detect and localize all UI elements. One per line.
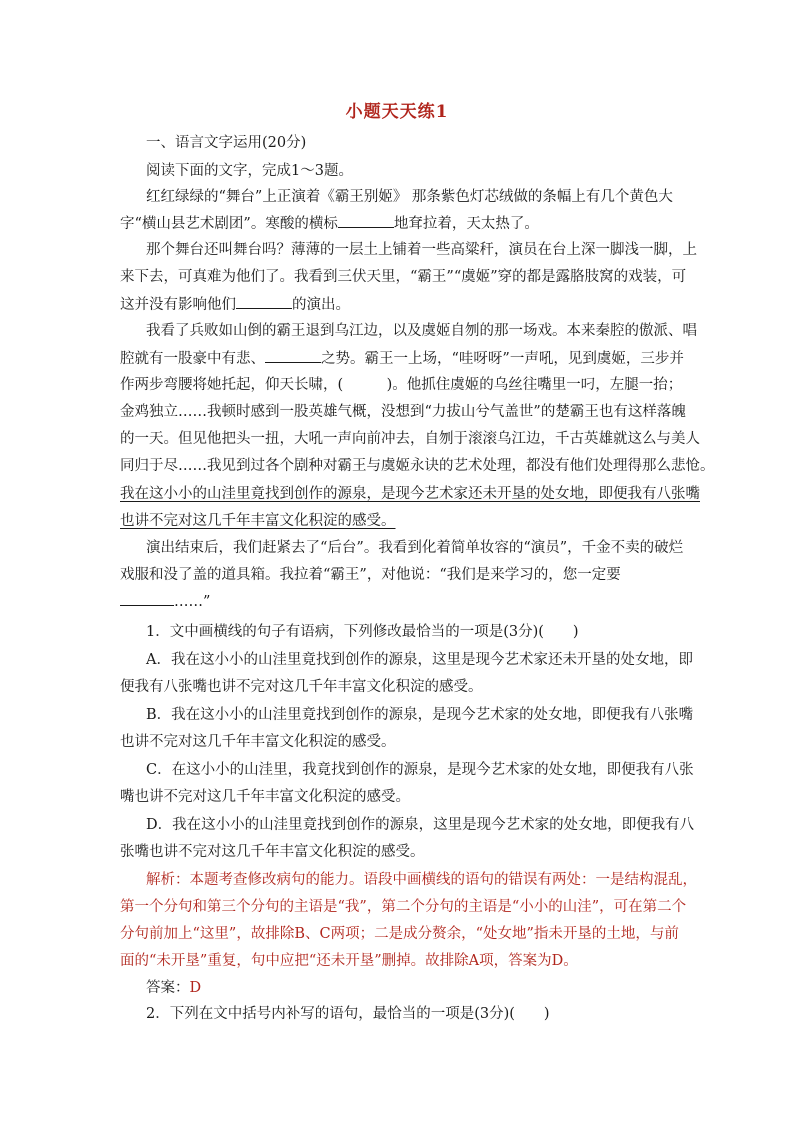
option-a-cont: 便我有八张嘴也讲不完对这几千年丰富文化积淀的感受。 bbox=[120, 679, 483, 695]
instruction-text: 阅读下面的文字，完成1～3题。 bbox=[146, 163, 353, 179]
passage-line: 那个舞台还叫舞台吗？薄薄的一层土上铺着一些高粱秆，演员在台上深一脚浅一脚，上 bbox=[146, 242, 697, 258]
analysis-text: 面的“未开垦”重复，句中应把“还未开垦”删掉。故排除A项，答案为D。 bbox=[120, 953, 578, 969]
passage-line: 演出结束后，我们赶紧去了“后台”。我看到化着简单妆容的“演员”，千金不卖的破烂 bbox=[146, 540, 684, 556]
passage-line: 红红绿绿的“舞台”上正演着《霸王别姬》 那条紫色灯芯绒做的条幅上有几个黄色大 bbox=[146, 189, 673, 205]
option-d-cont: 张嘴也讲不完对这几千年丰富文化积淀的感受。 bbox=[120, 844, 425, 860]
analysis-text: 第一个分句和第三个分句的主语是“我”，第二个分句的主语是“小小的山洼”，可在第二个 bbox=[120, 899, 687, 915]
passage-line: 的一天。但见他把头一扭，大吼一声向前冲去，自刎于滚滚乌江边，千古英雄就这么与美人 bbox=[120, 431, 700, 447]
passage-text: ……” bbox=[174, 594, 211, 610]
option-b[interactable]: B．我在这小小的山洼里竟找到创作的源泉，是现今艺术家的处女地，即便我有八张嘴 bbox=[146, 707, 694, 723]
fill-blank[interactable] bbox=[265, 348, 321, 363]
passage-line: 同归于尽……我见到过各个剧种对霸王与虞姬永诀的艺术处理，都没有他们处理得那么悲怆。 bbox=[120, 458, 715, 474]
answer-label: 答案： bbox=[146, 980, 190, 996]
analysis-text: 解析：本题考查修改病句的能力。语段中画横线的语句的错误有两处：一是结构混乱， bbox=[146, 872, 697, 888]
underlined-sentence: 我在这小小的山洼里竟找到创作的源泉，是现今艺术家还未开垦的处女地，即便我有八张嘴 bbox=[120, 486, 700, 502]
page-title: 小题天天练1 bbox=[345, 102, 449, 122]
section-heading: 一、语言文字运用(20分) bbox=[146, 135, 307, 151]
passage-line: 金鸡独立……我顿时感到一股英雄气概，没想到“力拔山兮气盖世”的楚霸王也有这样落魄 bbox=[120, 404, 686, 420]
answer-value: D bbox=[189, 980, 202, 996]
passage-text: 的演出。 bbox=[292, 297, 350, 313]
passage-line: 作两步弯腰将她托起，仰天长啸，( )。他抓住虞姬的乌丝往嘴里一叼，左腿一抬； bbox=[120, 377, 683, 393]
passage-line: 戏服和没了盖的道具箱。我拉着“霸王”，对他说：“我们是来学习的，您一定要 bbox=[120, 567, 621, 583]
fill-blank[interactable] bbox=[338, 213, 394, 228]
passage-line: 我看了兵败如山倒的霸王退到乌江边，以及虞姬自刎的那一场戏。本来秦腔的傲派、唱 bbox=[146, 323, 697, 339]
option-b-cont: 也讲不完对这几千年丰富文化积淀的感受。 bbox=[120, 734, 396, 750]
passage-text: 之势。霸王一上场，“哇呀呀”一声吼，见到虞姬，三步并 bbox=[321, 351, 684, 367]
passage-text: 地耷拉着，天太热了。 bbox=[393, 216, 539, 232]
question-1-stem: 1．文中画横线的句子有语病，下列修改最恰当的一项是(3分)( ) bbox=[146, 624, 579, 640]
passage-line bbox=[120, 348, 684, 368]
option-a[interactable]: A．我在这小小的山洼里竟找到创作的源泉，这里是现今艺术家还未开垦的处女地，即 bbox=[146, 652, 693, 668]
question-2-stem: 2．下列在文中括号内补写的语句，最恰当的一项是(3分)( ) bbox=[146, 1006, 550, 1022]
passage-line: 来下去，可真难为他们了。我看到三伏天里，“霸王”“虞姬”穿的都是露胳肢窝的戏装，可 bbox=[120, 269, 687, 285]
passage-line bbox=[120, 591, 210, 611]
analysis-text: 分句前加上“这里”，故排除B、C两项；二是成分赘余，“处女地”指未开垦的土地，与前 bbox=[120, 926, 679, 942]
option-c-cont: 嘴也讲不完对这几千年丰富文化积淀的感受。 bbox=[120, 789, 410, 805]
passage-line bbox=[120, 213, 539, 233]
underlined-sentence: 也讲不完对这几千年丰富文化积淀的感受。 bbox=[120, 513, 396, 529]
passage-text: 这并没有影响他们 bbox=[120, 297, 236, 313]
answer-line bbox=[146, 978, 201, 998]
passage-text: 腔就有一股豪中有悲、 bbox=[120, 351, 265, 367]
passage-text: 字“横山县艺术剧团”。寒酸的横标 bbox=[120, 216, 338, 232]
fill-blank[interactable] bbox=[120, 591, 174, 606]
passage-line bbox=[120, 294, 350, 314]
option-d[interactable]: D．我在这小小的山洼里竟找到创作的源泉，这里是现今艺术家的处女地，即便我有八 bbox=[146, 817, 695, 833]
fill-blank[interactable] bbox=[236, 294, 292, 309]
option-c[interactable]: C．在这小小的山洼里，我竟找到创作的源泉，是现今艺术家的处女地，即便我有八张 bbox=[146, 762, 694, 778]
